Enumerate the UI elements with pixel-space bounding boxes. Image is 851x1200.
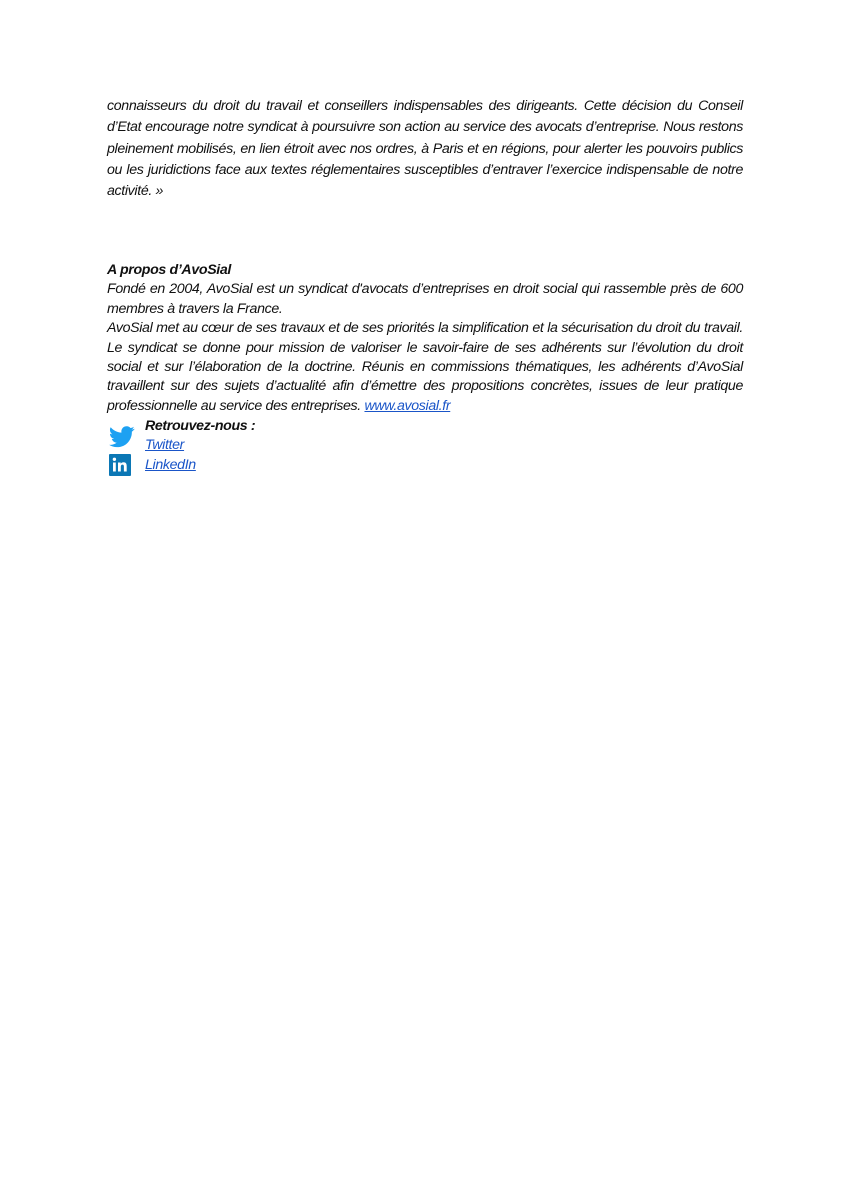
twitter-row — [107, 436, 507, 455]
about-title: A propos d’AvoSial — [107, 262, 232, 278]
website-link[interactable]: www.avosial.fr — [364, 397, 451, 414]
about-section — [107, 261, 743, 416]
about-paragraph-mission-text: AvoSial met au cœur de ses travaux et de ses priorités la simplification et la sécurisation du droit du travail. Le syndicat se donne pour mission de valoriser le savoir-faire de ses adhérents sur l’évolution du droit social et sur l’élaboration de la doctrine. Réunis en commissions thématiques, les adhérents d’AvoSial travaillent sur des sujets d’actualité afin d’émettre des propositions concrètes, issues de leur pratique professionnelle au service des entreprises. — [107, 320, 743, 414]
twitter-link[interactable]: Twitter — [145, 437, 185, 454]
linkedin-icon[interactable] — [109, 454, 131, 476]
about-paragraph-mission — [107, 319, 743, 416]
linkedin-row — [107, 456, 507, 475]
about-paragraph-founding: Fondé en 2004, AvoSial est un syndicat d'avocats d’entreprises en droit social qui rassemble près de 600 membres à travers la France. — [107, 281, 743, 317]
social-label: Retrouvez-nous : — [145, 418, 256, 434]
social-label-row — [107, 417, 507, 436]
twitter-bird-icon[interactable] — [109, 425, 135, 449]
linkedin-link[interactable]: LinkedIn — [145, 456, 196, 473]
social-section — [107, 417, 507, 475]
quote-paragraph: connaisseurs du droit du travail et conseillers indispensables des dirigeants. Cette décision du Conseil d’Etat encourage notre syndicat à poursuivre son action au service des avocats d’entreprise. Nous restons pleinement mobilisés, en lien étroit avec nos ordres, à Paris et en régions, pour alerter les pouvoirs publics ou les juridictions face aux textes réglementaires susceptibles d’entraver l’exercice indispensable de notre activité. » — [107, 98, 743, 200]
